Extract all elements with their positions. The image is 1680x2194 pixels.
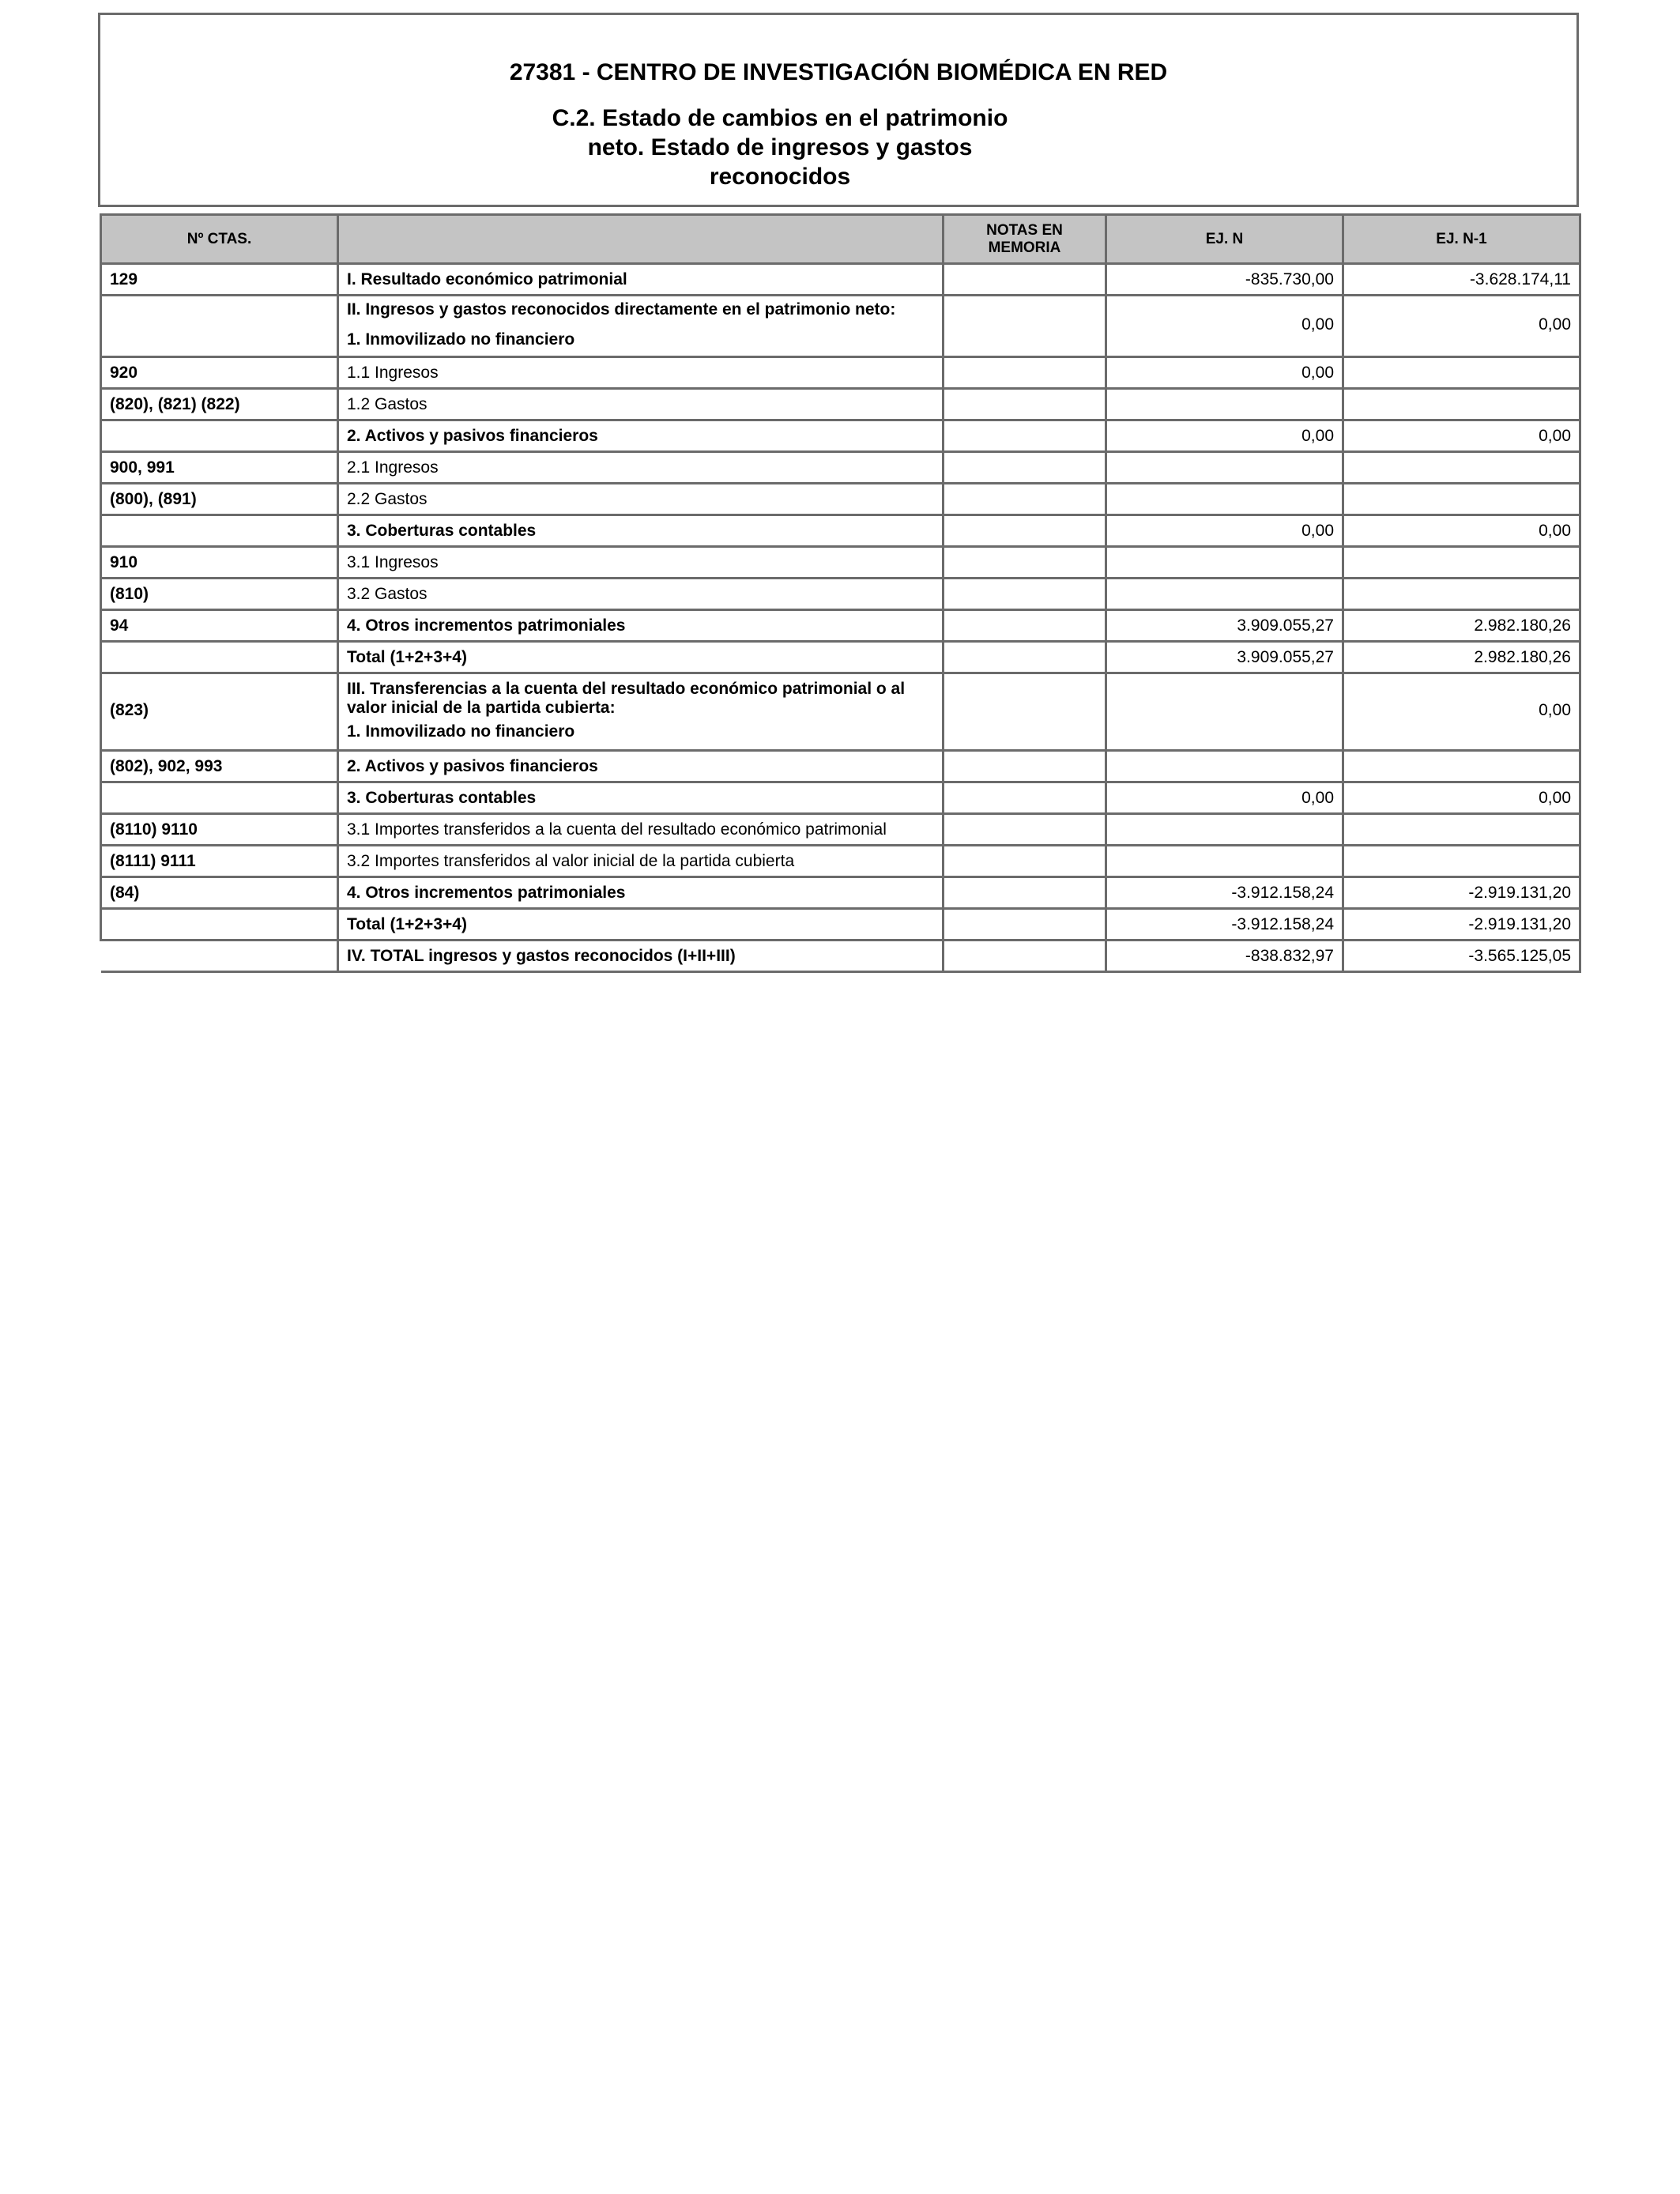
table-row: [101, 782, 1580, 814]
row-notas: [944, 877, 1106, 909]
row-ej-n1: [1343, 357, 1580, 389]
row-notas: [944, 673, 1106, 751]
row-notas: [944, 814, 1106, 846]
row-desc: I. Resultado económico patrimonial: [338, 264, 944, 296]
row-notas: [944, 941, 1106, 972]
row-ctas: 129: [101, 264, 338, 296]
row-desc: 1.1 Ingresos: [338, 357, 944, 389]
row-notas: [944, 642, 1106, 673]
row-desc: 3.2 Gastos: [338, 579, 944, 610]
row-ctas: [101, 515, 338, 547]
report-subtitle: C.2. Estado de cambios en el patrimonio neto. Estado de ingresos y gastos reconocidos: [552, 105, 1008, 190]
row-ej-n: [1106, 484, 1343, 515]
table-row: [101, 814, 1580, 846]
row-ej-n1: 0,00: [1343, 296, 1580, 357]
table-row: [101, 673, 1580, 751]
row-ctas: (8111) 9111: [101, 846, 338, 877]
row-notas: [944, 909, 1106, 941]
row-ctas: (802), 902, 993: [101, 751, 338, 782]
table-row: [101, 264, 1580, 296]
table-row: [101, 610, 1580, 642]
col-header-ctas: Nº CTAS.: [101, 215, 338, 264]
row-desc: [338, 296, 944, 357]
col-header-notas: NOTAS EN MEMORIA: [944, 215, 1106, 264]
row-notas: [944, 751, 1106, 782]
row-ej-n1: 0,00: [1343, 673, 1580, 751]
row-ej-n: 0,00: [1106, 420, 1343, 452]
row-notas: [944, 357, 1106, 389]
row-notas: [944, 420, 1106, 452]
row-ctas: [101, 420, 338, 452]
row-ej-n: -838.832,97: [1106, 941, 1343, 972]
row-ej-n1: 0,00: [1343, 782, 1580, 814]
row-desc: IV. TOTAL ingresos y gastos reconocidos (I+II+III): [338, 941, 944, 972]
table-header-row: [101, 215, 1580, 264]
col-header-desc: [338, 215, 944, 264]
table-row: [101, 420, 1580, 452]
row-ej-n1: 2.982.180,26: [1343, 610, 1580, 642]
row-notas: [944, 515, 1106, 547]
row-ctas: [101, 909, 338, 941]
row-ej-n1: -2.919.131,20: [1343, 877, 1580, 909]
row-ctas: [101, 296, 338, 357]
row-ctas: 920: [101, 357, 338, 389]
table-row: [101, 877, 1580, 909]
table-row: [101, 751, 1580, 782]
total-row: [101, 941, 1580, 972]
table-row: [101, 909, 1580, 941]
row-ej-n1: [1343, 547, 1580, 579]
row-ej-n: [1106, 846, 1343, 877]
row-ej-n1: -3.565.125,05: [1343, 941, 1580, 972]
row-notas: [944, 389, 1106, 420]
row-notas: [944, 579, 1106, 610]
row-ej-n: [1106, 547, 1343, 579]
table-row: [101, 846, 1580, 877]
row-notas: [944, 547, 1106, 579]
section-heading: III. Transferencias a la cuenta del resultado económico patrimonial o al valor inicial de la partida cubierta:: [347, 679, 906, 717]
row-desc: 4. Otros incrementos patrimoniales: [338, 610, 944, 642]
row-ej-n1: -3.628.174,11: [1343, 264, 1580, 296]
row-notas: [944, 782, 1106, 814]
table-row: [101, 515, 1580, 547]
row-ctas: (84): [101, 877, 338, 909]
table-row: [101, 579, 1580, 610]
row-ej-n: [1106, 389, 1343, 420]
row-desc: Total (1+2+3+4): [338, 642, 944, 673]
row-ej-n1: -2.919.131,20: [1343, 909, 1580, 941]
row-ej-n1: [1343, 484, 1580, 515]
row-desc: 2.2 Gastos: [338, 484, 944, 515]
row-ej-n: [1106, 452, 1343, 484]
row-ej-n1: [1343, 452, 1580, 484]
row-ctas: [101, 941, 338, 972]
row-ej-n1: [1343, 751, 1580, 782]
row-ctas: (823): [101, 673, 338, 751]
table-row: [101, 484, 1580, 515]
row-ej-n1: 2.982.180,26: [1343, 642, 1580, 673]
row-ej-n1: [1343, 846, 1580, 877]
row-desc: Total (1+2+3+4): [338, 909, 944, 941]
row-ctas: 900, 991: [101, 452, 338, 484]
row-desc: 2.1 Ingresos: [338, 452, 944, 484]
row-desc: 3.1 Importes transferidos a la cuenta del resultado económico patrimonial: [338, 814, 944, 846]
row-ej-n: [1106, 814, 1343, 846]
table-row: [101, 452, 1580, 484]
row-desc: 2. Activos y pasivos financieros: [338, 751, 944, 782]
report-title: 27381 - CENTRO DE INVESTIGACIÓN BIOMÉDICA EN RED: [509, 59, 1168, 85]
row-ctas: 910: [101, 547, 338, 579]
row-ej-n: [1106, 751, 1343, 782]
report-header: [98, 13, 1579, 207]
row-ej-n1: [1343, 579, 1580, 610]
row-desc: 1.2 Gastos: [338, 389, 944, 420]
row-desc: 3.2 Importes transferidos al valor inicial de la partida cubierta: [338, 846, 944, 877]
row-ej-n: -3.912.158,24: [1106, 909, 1343, 941]
statement-table: [100, 213, 1581, 973]
row-ctas: (800), (891): [101, 484, 338, 515]
table-row: [101, 389, 1580, 420]
col-header-ej-n1: EJ. N-1: [1343, 215, 1580, 264]
row-ej-n1: 0,00: [1343, 420, 1580, 452]
row-notas: [944, 610, 1106, 642]
row-desc: 3. Coberturas contables: [338, 515, 944, 547]
row-ej-n1: [1343, 389, 1580, 420]
row-desc: 4. Otros incrementos patrimoniales: [338, 877, 944, 909]
row-ej-n: [1106, 673, 1343, 751]
row-ej-n: 0,00: [1106, 357, 1343, 389]
table-row: [101, 642, 1580, 673]
row-notas: [944, 484, 1106, 515]
row-desc: 3. Coberturas contables: [338, 782, 944, 814]
row-ctas: 94: [101, 610, 338, 642]
row-ej-n: 0,00: [1106, 782, 1343, 814]
row-ej-n: 0,00: [1106, 515, 1343, 547]
row-desc: 2. Activos y pasivos financieros: [338, 420, 944, 452]
row-ej-n: 3.909.055,27: [1106, 642, 1343, 673]
section-heading: II. Ingresos y gastos reconocidos directamente en el patrimonio neto:: [347, 300, 896, 319]
row-ej-n1: [1343, 814, 1580, 846]
row-ctas: [101, 782, 338, 814]
row-desc-text: 1. Inmovilizado no financiero: [347, 722, 575, 741]
table-row: [101, 357, 1580, 389]
row-notas: [944, 296, 1106, 357]
row-notas: [944, 452, 1106, 484]
row-ej-n1: 0,00: [1343, 515, 1580, 547]
row-ej-n: 3.909.055,27: [1106, 610, 1343, 642]
row-notas: [944, 846, 1106, 877]
row-ctas: (820), (821) (822): [101, 389, 338, 420]
row-desc: [338, 673, 944, 751]
row-ej-n: -3.912.158,24: [1106, 877, 1343, 909]
row-ctas: (810): [101, 579, 338, 610]
table-row: [101, 296, 1580, 357]
table-row: [101, 547, 1580, 579]
row-ctas: (8110) 9110: [101, 814, 338, 846]
row-ej-n: [1106, 579, 1343, 610]
row-notas: [944, 264, 1106, 296]
col-header-ej-n: EJ. N: [1106, 215, 1343, 264]
row-ctas: [101, 642, 338, 673]
row-ej-n: 0,00: [1106, 296, 1343, 357]
row-desc: 3.1 Ingresos: [338, 547, 944, 579]
row-ej-n: -835.730,00: [1106, 264, 1343, 296]
row-desc-text: 1. Inmovilizado no financiero: [347, 330, 575, 349]
